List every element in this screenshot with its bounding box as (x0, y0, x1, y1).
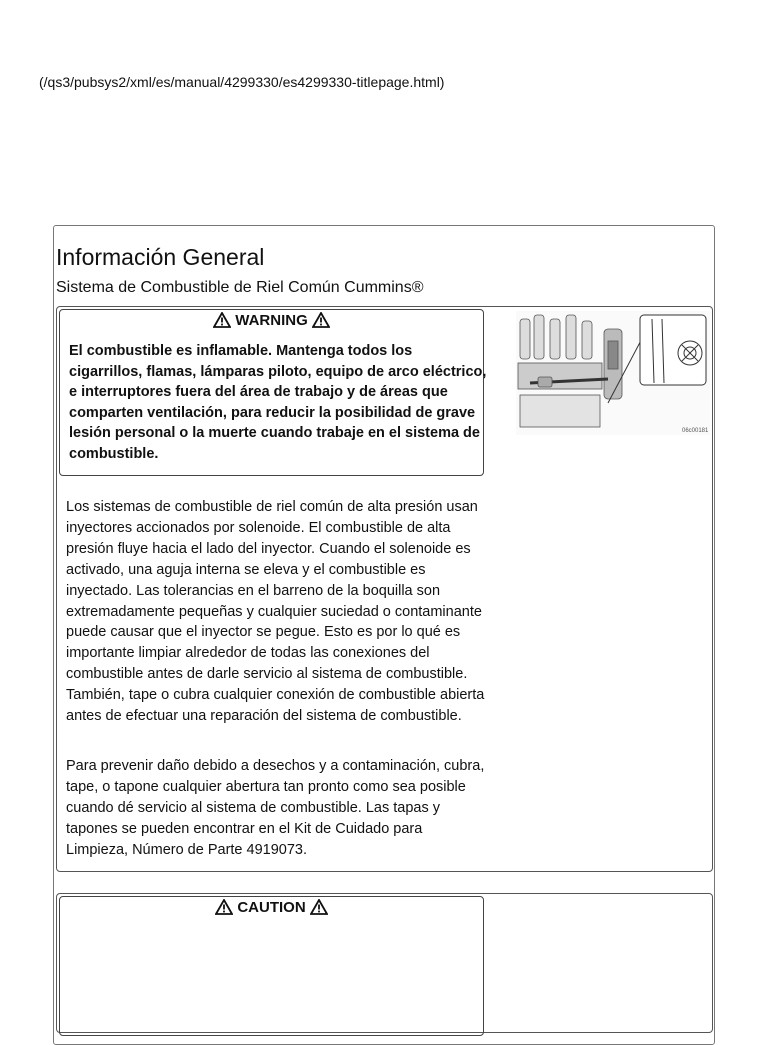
injector-illustration (516, 311, 710, 435)
warning-text: El combustible es inflamable. Mantenga todos los cigarrillos, flamas, lámparas piloto, equipo de arco eléctrico, e interruptores fuera del área de trabajo y de áreas que comparten ventilación, para reducir la posibilidad de grave lesión personal o la muerte cuando trabaje en el sistema de combustible. (69, 343, 487, 462)
warning-box (59, 309, 487, 476)
warning-triangle-icon (312, 312, 330, 334)
caution-box (59, 896, 484, 1036)
warning-header (60, 311, 483, 334)
caution-label: CAUTION (237, 899, 306, 916)
body-paragraph: Los sistemas de combustible de riel común de alta presión usan inyectores accionados por solenoide. El combustible de alta presión fluye hacia el lado del inyector. Cuando el solenoide es activado, una aguja interna se eleva y el combustible es inyectado. Las tolerancias en el barreno de la boquilla son extremadamente pequeñas y cualquier suciedad o contaminante puede causar que el inyector se pegue. Esto es por lo qué es importante limpiar alrededor de todas las conexiones del combustible antes de darle servicio al sistema de combustible. También, tape o cubra cualquier conexión de combustible abierta antes de efectuar una reparación del sistema de combustible. (66, 499, 485, 725)
warning-label: WARNING (235, 312, 308, 329)
page-title: Información General (56, 244, 265, 270)
warning-triangle-icon (310, 899, 328, 921)
caution-header (60, 898, 483, 921)
body-paragraph: Para prevenir daño debido a desechos y a contaminación, cubra, tape, o tapone cualquier abertura tan pronto como sea posible cuando dé servicio al sistema de combustible. Las tapas y tapones se pueden encontrar en el Kit de Cuidado para Limpieza, Número de Parte 4919073. (66, 758, 485, 858)
page-url: (/qs3/pubsys2/xml/es/manual/4299330/es4299330-titlepage.html) (39, 74, 445, 90)
figure-code: 06c00181 (682, 428, 709, 434)
warning-triangle-icon (213, 312, 231, 334)
warning-triangle-icon (215, 899, 233, 921)
page-subtitle: Sistema de Combustible de Riel Común Cummins® (56, 279, 424, 296)
